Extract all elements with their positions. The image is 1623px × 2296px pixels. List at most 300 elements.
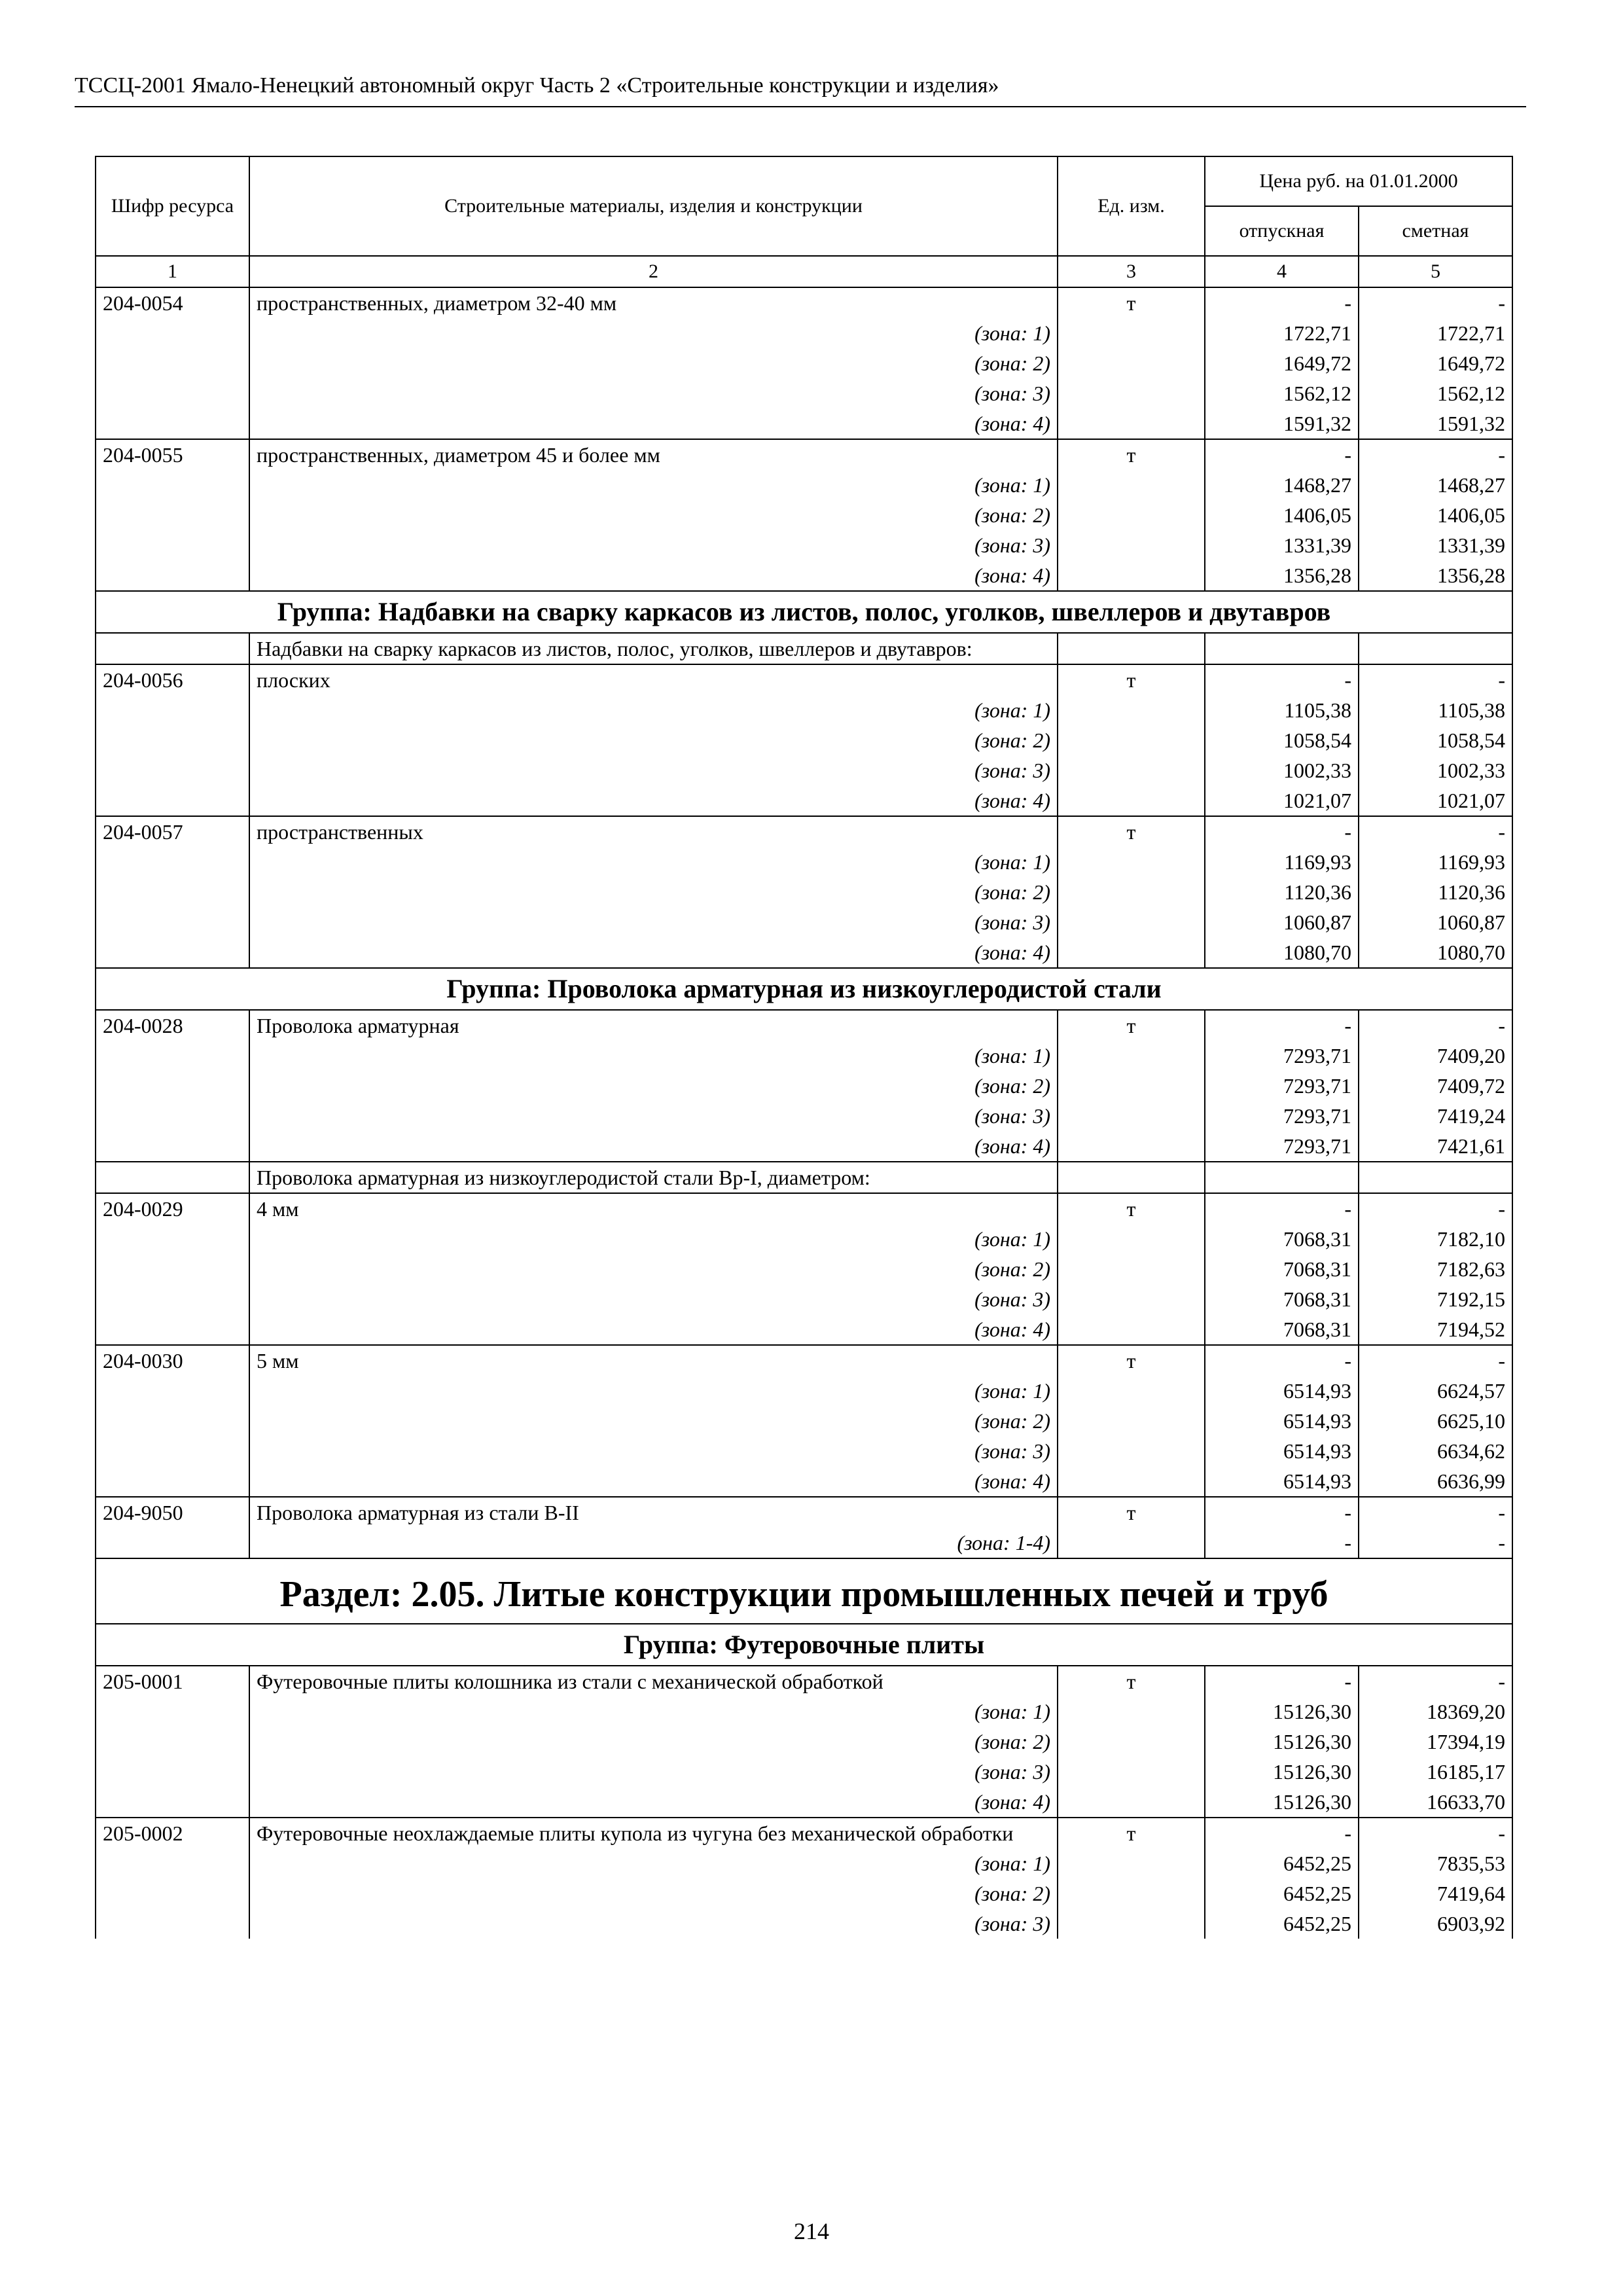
estimate-price: 1649,72 [1359, 348, 1512, 378]
estimate-price-cell [1359, 1162, 1512, 1193]
zone-row [96, 530, 1512, 560]
group-heading: Группа: Проволока арматурная из низкоуглеродистой стали [96, 968, 1512, 1010]
resource-name: Проволока арматурная [249, 1010, 1058, 1041]
resource-code: 205-0001 [96, 1666, 249, 1696]
release-price: - [1205, 1528, 1359, 1558]
code-cell [96, 1224, 249, 1254]
release-price: 6452,25 [1205, 1909, 1359, 1939]
estimate-price: 16185,17 [1359, 1757, 1512, 1787]
zone-row [96, 1848, 1512, 1878]
unit-cell [1058, 1528, 1205, 1558]
resource-code: 204-9050 [96, 1497, 249, 1528]
zone-label: (зона: 3) [249, 1101, 1058, 1131]
estimate-price: 7192,15 [1359, 1284, 1512, 1314]
estimate-price: 1058,54 [1359, 725, 1512, 755]
release-price: 1120,36 [1205, 877, 1359, 907]
zone-label: (зона: 3) [249, 755, 1058, 785]
estimate-price: - [1359, 1528, 1512, 1558]
code-cell [96, 1101, 249, 1131]
code-cell [96, 1376, 249, 1406]
release-price: 7293,71 [1205, 1071, 1359, 1101]
zone-label: (зона: 4) [249, 785, 1058, 816]
zone-row [96, 318, 1512, 348]
estimate-price: 1060,87 [1359, 907, 1512, 937]
zone-row [96, 877, 1512, 907]
estimate-price: 6624,57 [1359, 1376, 1512, 1406]
estimate-price: 7182,63 [1359, 1254, 1512, 1284]
code-cell [96, 1878, 249, 1909]
estimate-price: 18369,20 [1359, 1696, 1512, 1727]
zone-label: (зона: 1) [249, 470, 1058, 500]
estimate-price: - [1359, 1818, 1512, 1848]
estimate-price: 7421,61 [1359, 1131, 1512, 1162]
release-price: 1356,28 [1205, 560, 1359, 591]
resource-unit: т [1058, 287, 1205, 318]
code-cell [96, 1466, 249, 1497]
resource-unit: т [1058, 1497, 1205, 1528]
code-cell [96, 1787, 249, 1818]
estimate-price: 6903,92 [1359, 1909, 1512, 1939]
unit-cell [1058, 1436, 1205, 1466]
zone-label: (зона: 2) [249, 1406, 1058, 1436]
unit-cell [1058, 907, 1205, 937]
zone-label: (зона: 2) [249, 1878, 1058, 1909]
resource-code: 204-0057 [96, 816, 249, 847]
unit-cell [1058, 755, 1205, 785]
zone-row [96, 1787, 1512, 1818]
estimate-price: 6636,99 [1359, 1466, 1512, 1497]
code-cell [96, 318, 249, 348]
code-cell [96, 1909, 249, 1939]
release-price-cell [1205, 633, 1359, 664]
zone-row [96, 1071, 1512, 1101]
zone-label: (зона: 3) [249, 1757, 1058, 1787]
release-price: 7293,71 [1205, 1131, 1359, 1162]
code-cell [96, 378, 249, 408]
zone-row [96, 1041, 1512, 1071]
zone-label: (зона: 1) [249, 695, 1058, 725]
release-price: - [1205, 1193, 1359, 1224]
code-cell [96, 1848, 249, 1878]
unit-cell [1058, 1314, 1205, 1345]
estimate-price: - [1359, 1345, 1512, 1376]
release-price: - [1205, 1345, 1359, 1376]
zone-label: (зона: 2) [249, 1727, 1058, 1757]
zone-row [96, 560, 1512, 591]
release-price: - [1205, 1818, 1359, 1848]
resource-unit: т [1058, 1193, 1205, 1224]
release-price: 1649,72 [1205, 348, 1359, 378]
unit-cell [1058, 1254, 1205, 1284]
estimate-price: 1722,71 [1359, 318, 1512, 348]
resource-row [96, 1818, 1512, 1848]
zone-label: (зона: 1) [249, 1041, 1058, 1071]
estimate-price: 1331,39 [1359, 530, 1512, 560]
header-price: Цена руб. на 01.01.2000 [1205, 156, 1512, 206]
release-price: 1722,71 [1205, 318, 1359, 348]
header-estimate: сметная [1359, 206, 1512, 256]
unit-cell [1058, 1101, 1205, 1131]
estimate-price: 7419,24 [1359, 1101, 1512, 1131]
release-price: 7293,71 [1205, 1101, 1359, 1131]
estimate-price: - [1359, 664, 1512, 695]
release-price: 6514,93 [1205, 1466, 1359, 1497]
estimate-price: - [1359, 1497, 1512, 1528]
section-heading: Раздел: 2.05. Литые конструкции промышленных печей и труб [96, 1558, 1512, 1624]
resource-unit: т [1058, 664, 1205, 695]
running-header: ТССЦ-2001 Ямало-Ненецкий автономный округ Часть 2 «Строительные конструкции и изделия» [75, 73, 1526, 107]
zone-row [96, 785, 1512, 816]
resource-row [96, 1345, 1512, 1376]
estimate-price: 1406,05 [1359, 500, 1512, 530]
zone-row [96, 408, 1512, 439]
unit-cell [1058, 847, 1205, 877]
group-heading: Группа: Футеровочные плиты [96, 1624, 1512, 1666]
unit-cell [1058, 470, 1205, 500]
resource-name: плоских [249, 664, 1058, 695]
estimate-price: 7194,52 [1359, 1314, 1512, 1345]
estimate-price: 7419,64 [1359, 1878, 1512, 1909]
zone-row [96, 755, 1512, 785]
column-number: 2 [249, 256, 1058, 287]
estimate-price: 6625,10 [1359, 1406, 1512, 1436]
estimate-price: 17394,19 [1359, 1727, 1512, 1757]
unit-cell [1058, 560, 1205, 591]
resource-row [96, 1193, 1512, 1224]
subheading-row [96, 633, 1512, 664]
resource-code: 204-0029 [96, 1193, 249, 1224]
group-heading-row [96, 591, 1512, 633]
resource-name: пространственных [249, 816, 1058, 847]
zone-label: (зона: 1) [249, 847, 1058, 877]
release-price: 6514,93 [1205, 1436, 1359, 1466]
resource-unit: т [1058, 1345, 1205, 1376]
code-cell [96, 1162, 249, 1193]
estimate-price: 7409,20 [1359, 1041, 1512, 1071]
release-price: - [1205, 664, 1359, 695]
resource-row [96, 1010, 1512, 1041]
unit-cell [1058, 408, 1205, 439]
estimate-price: 7182,10 [1359, 1224, 1512, 1254]
resource-row [96, 439, 1512, 470]
unit-cell [1058, 1757, 1205, 1787]
unit-cell [1058, 378, 1205, 408]
unit-cell [1058, 1376, 1205, 1406]
unit-cell [1058, 1787, 1205, 1818]
price-table [95, 156, 1513, 1939]
code-cell [96, 1696, 249, 1727]
zone-row [96, 937, 1512, 968]
table-body [96, 287, 1512, 1939]
unit-cell [1058, 633, 1205, 664]
resource-code: 204-0030 [96, 1345, 249, 1376]
resource-code: 205-0002 [96, 1818, 249, 1848]
unit-cell [1058, 1406, 1205, 1436]
unit-cell [1058, 500, 1205, 530]
zone-label: (зона: 1) [249, 318, 1058, 348]
unit-cell [1058, 348, 1205, 378]
estimate-price: 7835,53 [1359, 1848, 1512, 1878]
release-price: 6514,93 [1205, 1406, 1359, 1436]
zone-row [96, 725, 1512, 755]
code-cell [96, 695, 249, 725]
code-cell [96, 348, 249, 378]
resource-code: 204-0056 [96, 664, 249, 695]
column-number: 1 [96, 256, 249, 287]
release-price: 1591,32 [1205, 408, 1359, 439]
estimate-price: 1002,33 [1359, 755, 1512, 785]
unit-cell [1058, 1041, 1205, 1071]
code-cell [96, 847, 249, 877]
release-price: 7068,31 [1205, 1284, 1359, 1314]
release-price: - [1205, 1497, 1359, 1528]
release-price-cell [1205, 1162, 1359, 1193]
zone-row [96, 500, 1512, 530]
column-number: 3 [1058, 256, 1205, 287]
release-price: 1058,54 [1205, 725, 1359, 755]
resource-unit: т [1058, 1010, 1205, 1041]
header-code: Шифр ресурса [96, 156, 249, 256]
zone-row [96, 348, 1512, 378]
resource-name: пространственных, диаметром 32-40 мм [249, 287, 1058, 318]
estimate-price: 16633,70 [1359, 1787, 1512, 1818]
code-cell [96, 470, 249, 500]
resource-unit: т [1058, 1818, 1205, 1848]
estimate-price: 1120,36 [1359, 877, 1512, 907]
zone-label: (зона: 2) [249, 877, 1058, 907]
code-cell [96, 408, 249, 439]
group-heading: Группа: Надбавки на сварку каркасов из листов, полос, уголков, швеллеров и двутавров [96, 591, 1512, 633]
unit-cell [1058, 695, 1205, 725]
zone-row [96, 1314, 1512, 1345]
code-cell [96, 1727, 249, 1757]
zone-label: (зона: 4) [249, 1131, 1058, 1162]
unit-cell [1058, 1466, 1205, 1497]
header-release: отпускная [1205, 206, 1359, 256]
header-unit: Ед. изм. [1058, 156, 1205, 256]
code-cell [96, 1436, 249, 1466]
resource-name: 4 мм [249, 1193, 1058, 1224]
unit-cell [1058, 785, 1205, 816]
unit-cell [1058, 1131, 1205, 1162]
zone-label: (зона: 2) [249, 725, 1058, 755]
zone-label: (зона: 2) [249, 500, 1058, 530]
unit-cell [1058, 1696, 1205, 1727]
estimate-price: 6634,62 [1359, 1436, 1512, 1466]
estimate-price: - [1359, 1666, 1512, 1696]
zone-row [96, 1224, 1512, 1254]
resource-row [96, 1666, 1512, 1696]
release-price: 1002,33 [1205, 755, 1359, 785]
code-cell [96, 1131, 249, 1162]
release-price: 1080,70 [1205, 937, 1359, 968]
release-price: 1468,27 [1205, 470, 1359, 500]
zone-label: (зона: 3) [249, 530, 1058, 560]
resource-unit: т [1058, 816, 1205, 847]
code-cell [96, 937, 249, 968]
zone-row [96, 1284, 1512, 1314]
resource-row [96, 1497, 1512, 1528]
resource-name: пространственных, диаметром 45 и более мм [249, 439, 1058, 470]
release-price: 7293,71 [1205, 1041, 1359, 1071]
unit-cell [1058, 1909, 1205, 1939]
release-price: - [1205, 1666, 1359, 1696]
release-price: 6452,25 [1205, 1878, 1359, 1909]
unit-cell [1058, 318, 1205, 348]
zone-row [96, 1909, 1512, 1939]
zone-label: (зона: 3) [249, 378, 1058, 408]
resource-unit: т [1058, 439, 1205, 470]
resource-row [96, 816, 1512, 847]
release-price: - [1205, 439, 1359, 470]
unit-cell [1058, 877, 1205, 907]
zone-row [96, 378, 1512, 408]
release-price: 1021,07 [1205, 785, 1359, 816]
zone-row [96, 907, 1512, 937]
release-price: 6452,25 [1205, 1848, 1359, 1878]
resource-row [96, 664, 1512, 695]
code-cell [96, 560, 249, 591]
zone-row [96, 1101, 1512, 1131]
resource-name: 5 мм [249, 1345, 1058, 1376]
resource-name: Проволока арматурная из стали В-II [249, 1497, 1058, 1528]
estimate-price: - [1359, 287, 1512, 318]
zone-label: (зона: 2) [249, 1071, 1058, 1101]
zone-row [96, 1254, 1512, 1284]
zone-label: (зона: 2) [249, 348, 1058, 378]
zone-label: (зона: 1) [249, 1696, 1058, 1727]
release-price: 15126,30 [1205, 1757, 1359, 1787]
resource-name: Футеровочные неохлаждаемые плиты купола из чугуна без механической обработки [249, 1818, 1058, 1848]
zone-row [96, 1406, 1512, 1436]
release-price: 7068,31 [1205, 1224, 1359, 1254]
table-header [96, 156, 1512, 287]
unit-cell [1058, 1284, 1205, 1314]
group-heading-row [96, 1624, 1512, 1666]
release-price: 15126,30 [1205, 1727, 1359, 1757]
zone-label: (зона: 2) [249, 1254, 1058, 1284]
code-cell [96, 500, 249, 530]
code-cell [96, 877, 249, 907]
release-price: 1060,87 [1205, 907, 1359, 937]
zone-row [96, 1528, 1512, 1558]
zone-label: (зона: 4) [249, 1466, 1058, 1497]
estimate-price: - [1359, 1193, 1512, 1224]
estimate-price: 7409,72 [1359, 1071, 1512, 1101]
code-cell [96, 1254, 249, 1284]
estimate-price: 1356,28 [1359, 560, 1512, 591]
zone-label: (зона: 3) [249, 1436, 1058, 1466]
code-cell [96, 907, 249, 937]
code-cell [96, 1284, 249, 1314]
code-cell [96, 530, 249, 560]
unit-cell [1058, 1848, 1205, 1878]
zone-label: (зона: 4) [249, 560, 1058, 591]
resource-name: Футеровочные плиты колошника из стали с механической обработкой [249, 1666, 1058, 1696]
release-price: 7068,31 [1205, 1314, 1359, 1345]
zone-row [96, 695, 1512, 725]
release-price: - [1205, 816, 1359, 847]
unit-cell [1058, 1224, 1205, 1254]
release-price: 1406,05 [1205, 500, 1359, 530]
zone-row [96, 847, 1512, 877]
zone-row [96, 1376, 1512, 1406]
zone-row [96, 1696, 1512, 1727]
subheading-row [96, 1162, 1512, 1193]
zone-row [96, 1436, 1512, 1466]
estimate-price: - [1359, 1010, 1512, 1041]
estimate-price: 1591,32 [1359, 408, 1512, 439]
code-cell [96, 785, 249, 816]
unit-cell [1058, 937, 1205, 968]
release-price: - [1205, 287, 1359, 318]
release-price: - [1205, 1010, 1359, 1041]
estimate-price: 1169,93 [1359, 847, 1512, 877]
unit-cell [1058, 530, 1205, 560]
header-name: Строительные материалы, изделия и конструкции [249, 156, 1058, 256]
zone-label: (зона: 1) [249, 1848, 1058, 1878]
subheading-text: Надбавки на сварку каркасов из листов, полос, уголков, швеллеров и двутавров: [249, 633, 1058, 664]
zone-label: (зона: 4) [249, 937, 1058, 968]
group-heading-row [96, 968, 1512, 1010]
estimate-price: - [1359, 439, 1512, 470]
release-price: 1105,38 [1205, 695, 1359, 725]
resource-code: 204-0054 [96, 287, 249, 318]
page-number: 214 [794, 2218, 829, 2244]
zone-label: (зона: 3) [249, 907, 1058, 937]
release-price: 1562,12 [1205, 378, 1359, 408]
resource-row [96, 287, 1512, 318]
subheading-text: Проволока арматурная из низкоуглеродистой стали Вр-I, диаметром: [249, 1162, 1058, 1193]
zone-label: (зона: 1) [249, 1224, 1058, 1254]
zone-label: (зона: 4) [249, 408, 1058, 439]
code-cell [96, 1041, 249, 1071]
zone-row [96, 1466, 1512, 1497]
unit-cell [1058, 1727, 1205, 1757]
section-heading-row [96, 1558, 1512, 1624]
zone-label: (зона: 1-4) [249, 1528, 1058, 1558]
estimate-price: - [1359, 816, 1512, 847]
code-cell [96, 725, 249, 755]
zone-row [96, 1727, 1512, 1757]
release-price: 6514,93 [1205, 1376, 1359, 1406]
resource-code: 204-0028 [96, 1010, 249, 1041]
unit-cell [1058, 1878, 1205, 1909]
code-cell [96, 633, 249, 664]
resource-code: 204-0055 [96, 439, 249, 470]
estimate-price: 1021,07 [1359, 785, 1512, 816]
zone-label: (зона: 1) [249, 1376, 1058, 1406]
zone-row [96, 1757, 1512, 1787]
estimate-price: 1105,38 [1359, 695, 1512, 725]
release-price: 15126,30 [1205, 1787, 1359, 1818]
release-price: 1169,93 [1205, 847, 1359, 877]
zone-label: (зона: 3) [249, 1284, 1058, 1314]
code-cell [96, 1071, 249, 1101]
code-cell [96, 1314, 249, 1345]
unit-cell [1058, 1071, 1205, 1101]
zone-row [96, 1878, 1512, 1909]
zone-label: (зона: 4) [249, 1314, 1058, 1345]
column-number: 4 [1205, 256, 1359, 287]
code-cell [96, 1757, 249, 1787]
estimate-price-cell [1359, 633, 1512, 664]
code-cell [96, 755, 249, 785]
zone-row [96, 1131, 1512, 1162]
zone-label: (зона: 4) [249, 1787, 1058, 1818]
code-cell [96, 1528, 249, 1558]
release-price: 7068,31 [1205, 1254, 1359, 1284]
